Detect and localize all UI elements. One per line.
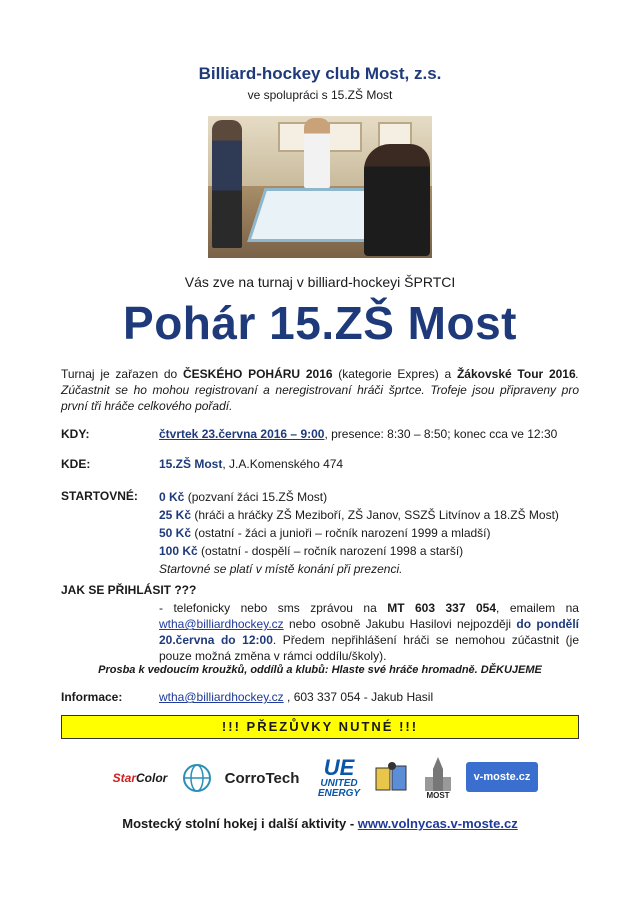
event-title: Pohár 15.ZŠ Most [123, 297, 517, 349]
most-city-logo: MOST [414, 748, 462, 808]
corrotech-logo: CorroTech [224, 769, 300, 787]
info-label: Informace: [61, 690, 123, 704]
globe-icon [180, 748, 214, 808]
info-email-link[interactable]: wtha@billiardhockey.cz [159, 690, 284, 704]
org-title: Billiard-hockey club Most, z.s. [198, 64, 442, 83]
intro-paragraph: Turnaj je zařazen do ČESKÉHO POHÁRU 2016 (kategorie Expres) a Žákovské Tour 2016. Zúčastnit se ho mohou registrovaní a neregistrovaní hráči šprtce. Trofeje jsou připraveny pro první tři hráče celkového pořadí. [61, 367, 579, 413]
books-icon [372, 748, 412, 808]
where-label: KDE: [61, 457, 91, 471]
fee-item: 100 Kč (ostatní - dospělí – ročník narození 1998 a starší) [159, 544, 464, 558]
fee-item: 0 Kč (pozvaní žáci 15.ZŠ Most) [159, 490, 328, 504]
signup-heading: JAK SE PŘIHLÁSIT ??? [61, 583, 197, 597]
fee-label: STARTOVNÉ: [61, 489, 138, 503]
when-label: KDY: [61, 427, 90, 441]
invite-text: Vás zve na turnaj v billiard-hockeyi ŠPRTCI [184, 274, 456, 290]
footer: Mostecký stolní hokej i další aktivity - www.volnycas.v-moste.cz [122, 816, 518, 831]
slippers-warning: !!! PŘEZŮVKY NUTNÉ !!! [61, 715, 579, 739]
starcolor-logo: Star Color [112, 771, 168, 785]
signup-email-link[interactable]: wtha@billiardhockey.cz [159, 617, 284, 631]
event-date: čtvrtek 23.června 2016 – 9:00 [159, 427, 325, 441]
org-subtitle: ve spolupráci s 15.ZŠ Most [247, 88, 393, 102]
fee-note: Startovné se platí v místě konání při prezenci. [159, 562, 403, 576]
fee-list [159, 488, 579, 578]
venue: 15.ZŠ Most [159, 457, 223, 471]
v-moste-logo[interactable]: v-moste.cz [466, 762, 538, 792]
fee-item: 25 Kč (hráči a hráčky ZŠ Meziboří, ZŠ Janov, SSZŠ Litvínov a 18.ZŠ Most) [159, 508, 559, 522]
request-note: Prosba k vedoucím kroužků, oddílů a klubů: Hlaste své hráče hromadně. DĚKUJEME [98, 664, 542, 676]
united-energy-logo: UE UNITED ENERGY [317, 755, 361, 799]
event-photo [208, 116, 432, 258]
signup-text: - telefonicky nebo sms zprávou na MT 603 337 054, emailem na wtha@billiardhockey.cz nebo osobně Jakubu Hasilovi nejpozději do pondělí 20.června do 12:00. Předem nepřihlášení hráči se nemohou zúčastnit (je pouze možná změna v rámci oddílu/školy). [159, 601, 579, 663]
footer-link[interactable]: www.volnycas.v-moste.cz [357, 816, 518, 831]
fee-item: 50 Kč (ostatní - žáci a junioři – ročník narození 1999 a mladší) [159, 526, 491, 540]
sponsor-logos [104, 748, 536, 808]
